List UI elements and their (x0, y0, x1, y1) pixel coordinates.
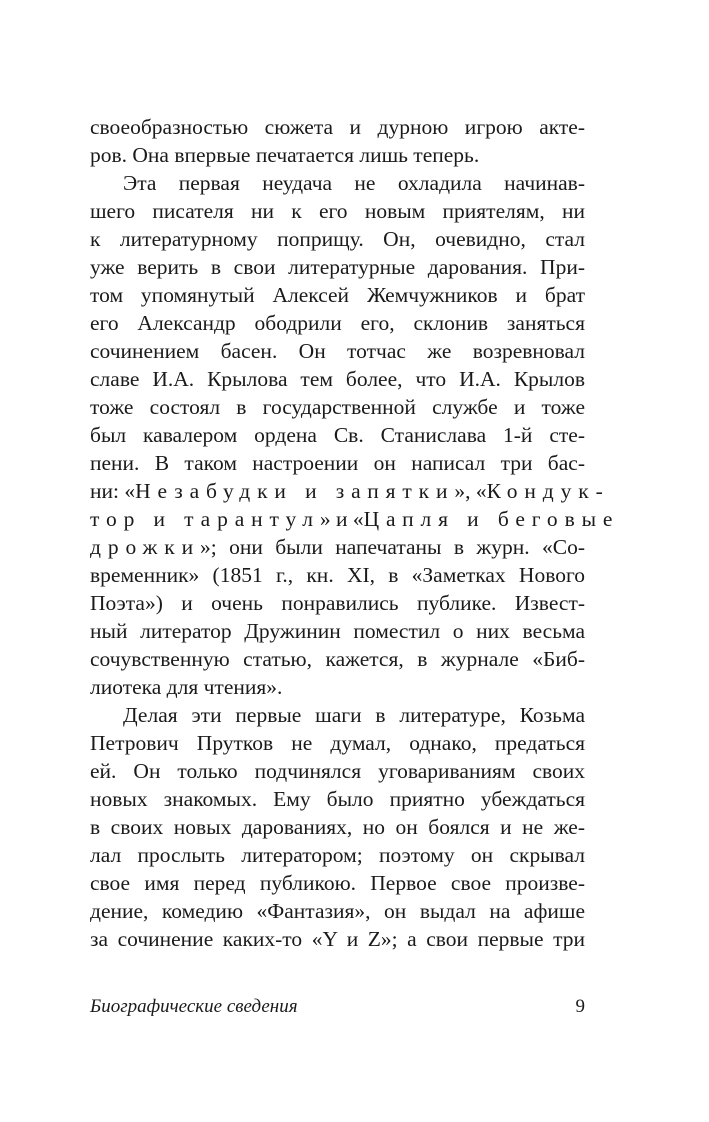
text-line: Эта первая неудача не охладила начинав- (123, 171, 585, 195)
text-fragment: »; они были напечатаны в журн. «Со- (200, 535, 585, 559)
text-line: сочинением басен. Он тотчас же возревновал (90, 339, 585, 363)
fable-title: тор и тарантул (90, 507, 320, 531)
text-line: тоже состоял в государственной службе и тоже (90, 395, 585, 419)
fable-title: дрожки (90, 535, 200, 559)
text-fragment: », « (454, 479, 487, 503)
text-line: том упомянутый Алексей Жемчужников и брат (90, 283, 585, 307)
text-line: Делая эти первые шаги в литературе, Козьма (123, 703, 585, 727)
text-line: к литературному поприщу. Он, очевидно, стал (90, 227, 585, 251)
text-line: был кавалером ордена Св. Станислава 1-й сте- (90, 423, 585, 447)
text-fragment: » и « (319, 507, 364, 531)
text-line: сочувственную статью, кажется, в журнале «Биб- (90, 647, 585, 671)
fable-title: Незабудки и запятки (135, 479, 455, 503)
text-line: свое имя перед публикою. Первое свое произве- (90, 871, 585, 895)
text-line: в своих новых дарованиях, но он боялся и не же- (90, 815, 585, 839)
text-line: своеобразностью сюжета и дурною игрою акте- (90, 115, 585, 139)
text-line: лиотека для чтения». (90, 675, 283, 699)
text-line: лал прослыть литератором; поэтому он скрывал (90, 843, 585, 867)
text-line: временник» (1851 г., кн. XI, в «Заметках Нового (90, 563, 585, 587)
fable-title: Цапля и беговые (363, 507, 620, 531)
text-line: уже верить в свои литературные дарования. При- (90, 255, 585, 279)
text-line: ров. Она впервые печатается лишь теперь. (90, 143, 480, 167)
text-line: новых знакомых. Ему было приятно убеждаться (90, 787, 585, 811)
text-line: пени. В таком настроении он написал три бас- (90, 451, 585, 475)
text-line: шего писателя ни к его новым приятелям, ни (90, 199, 585, 223)
text-line: Поэта») и очень понравились публике. Извест- (90, 591, 585, 615)
text-line (90, 477, 610, 505)
fable-title: Кондук- (486, 479, 610, 503)
text-line: Петрович Прутков не думал, однако, предаться (90, 731, 585, 755)
text-line (90, 505, 620, 533)
text-fragment: ни: « (90, 479, 136, 503)
page-footer (90, 993, 585, 1021)
text-line (90, 533, 585, 561)
text-line: ей. Он только подчинялся уговариваниям своих (90, 759, 585, 783)
text-line: славе И.А. Крылова тем более, что И.А. Крылов (90, 367, 585, 391)
text-line: ный литератор Дружинин поместил о них весьма (90, 619, 585, 643)
page-body (90, 113, 620, 953)
text-line: дение, комедию «Фантазия», он выдал на афише (90, 899, 585, 923)
text-line: его Александр ободрили его, склонив заняться (90, 311, 585, 335)
running-footer-title: Биографические сведения (90, 996, 298, 1017)
text-line: за сочинение каких-то «Y и Z»; а свои первые три (90, 927, 585, 951)
page-number: 9 (575, 996, 585, 1017)
